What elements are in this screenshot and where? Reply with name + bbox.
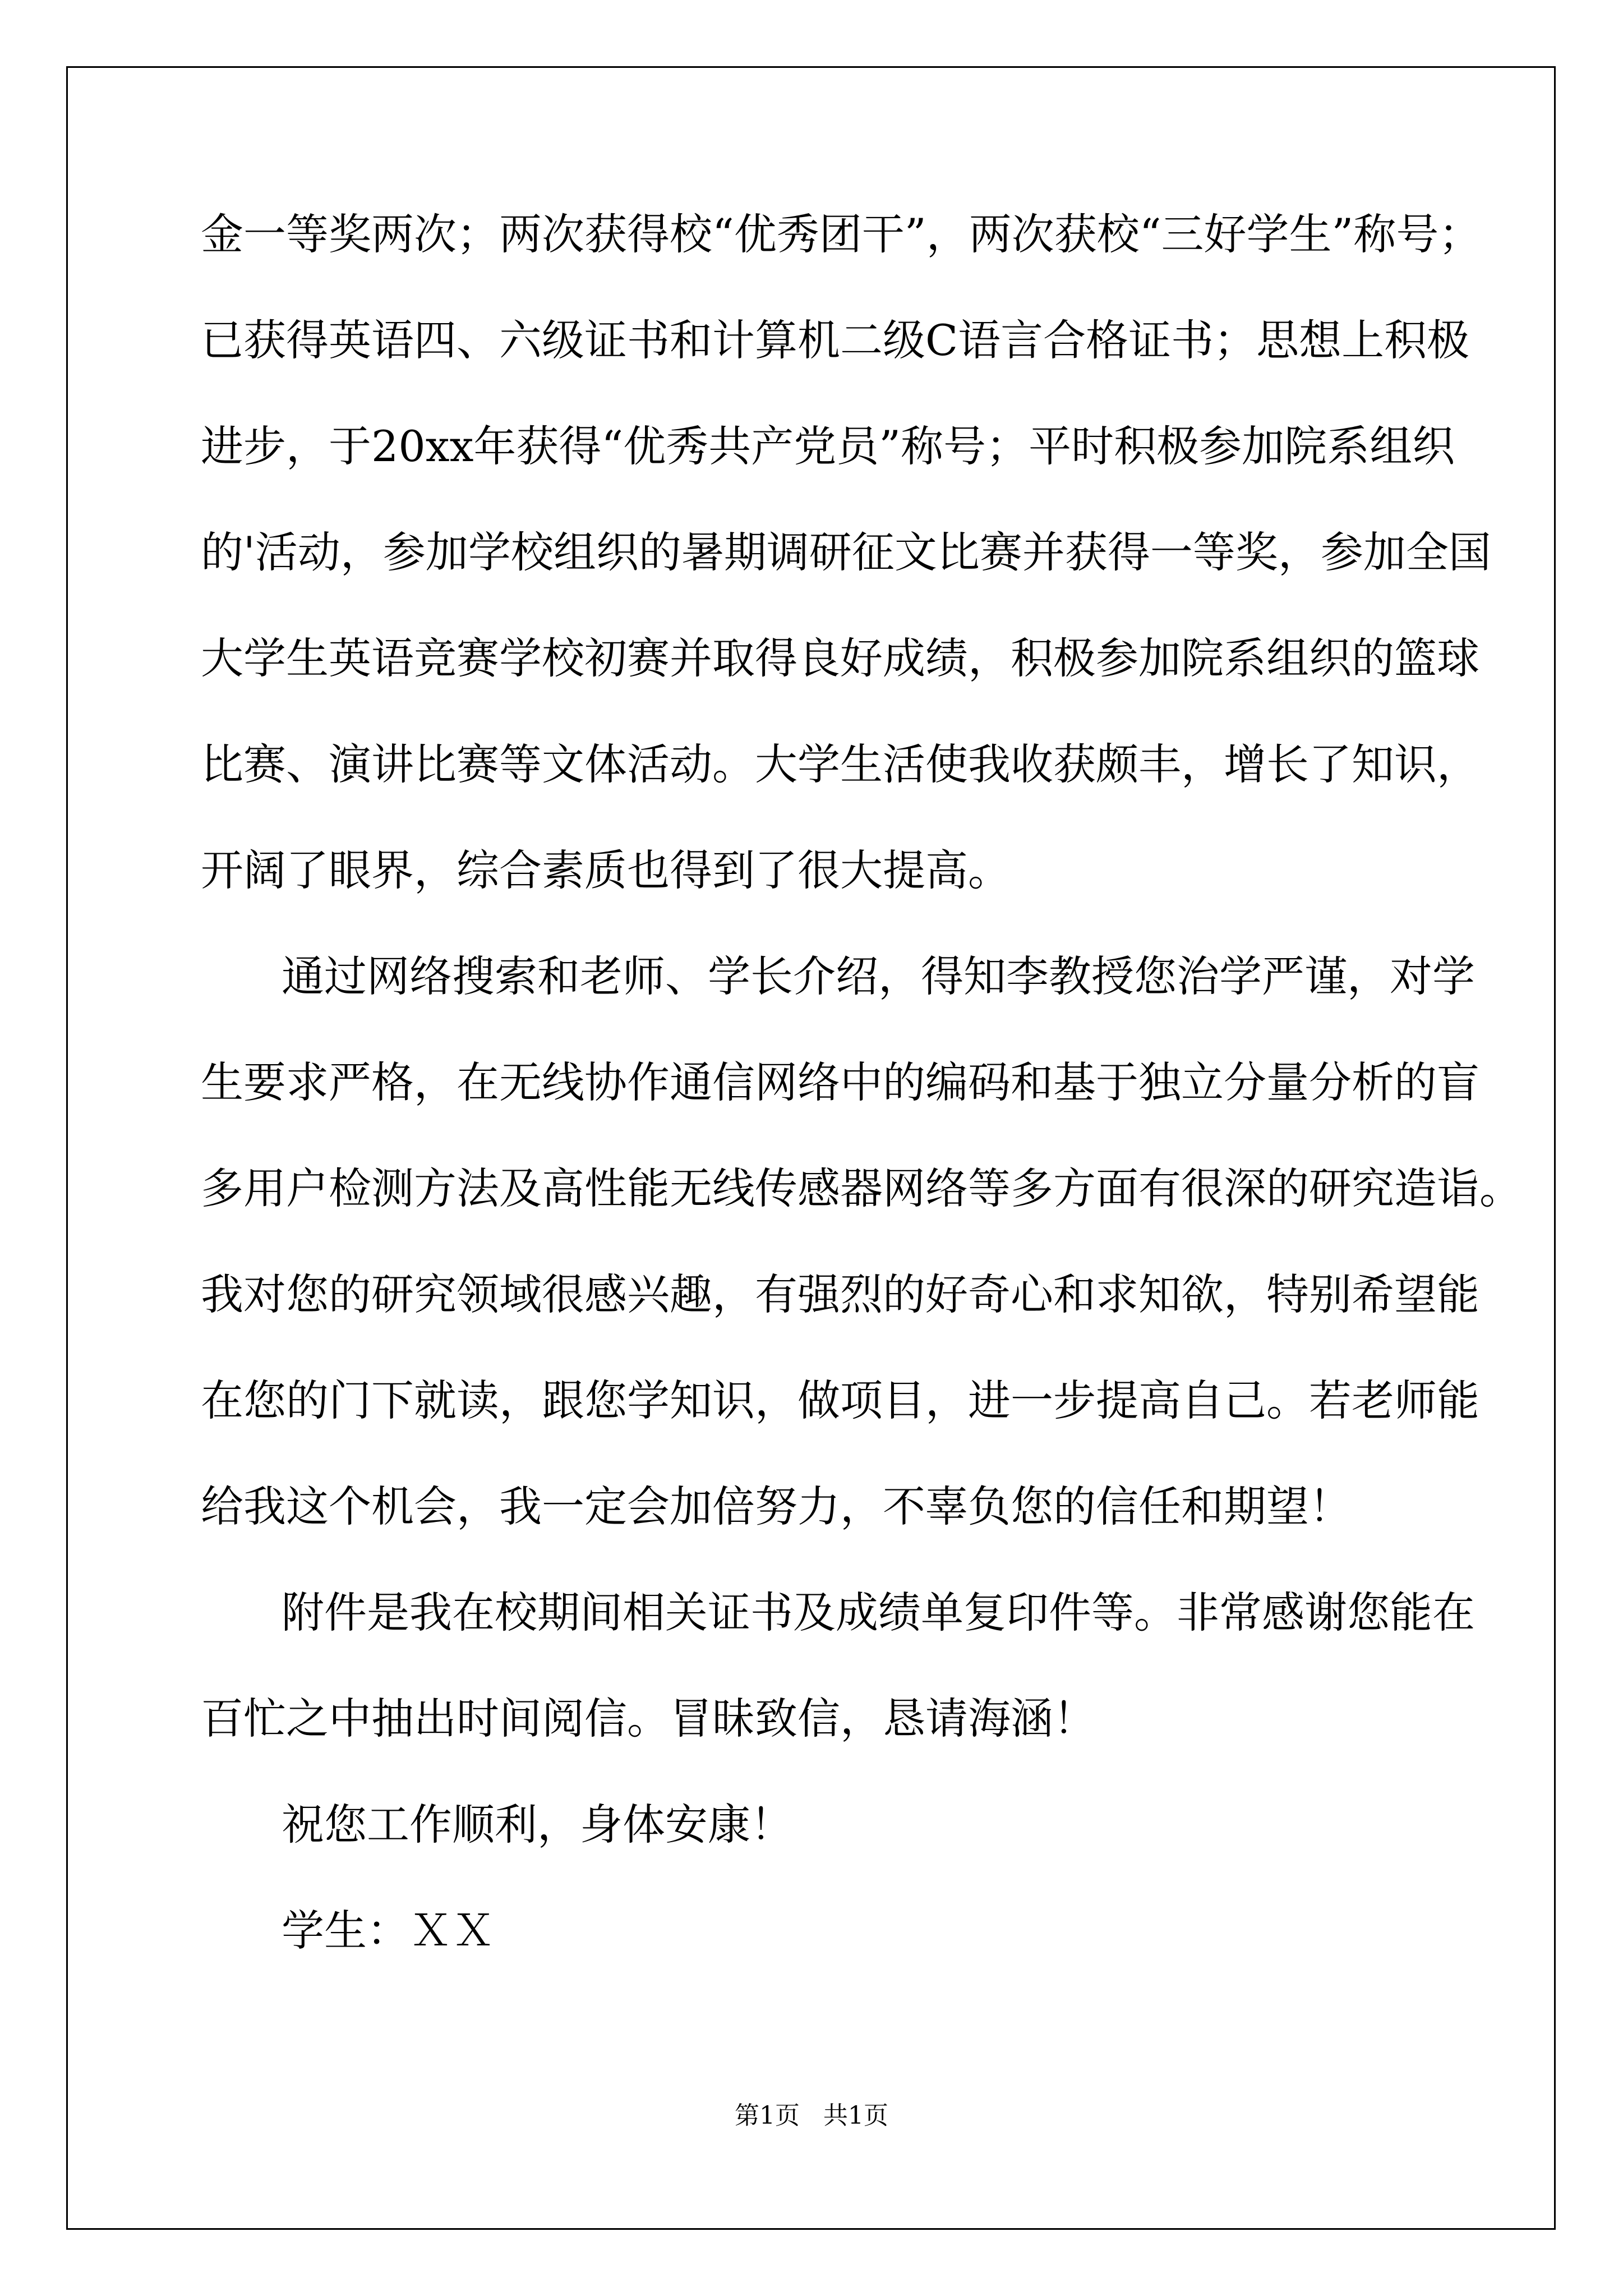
letter-body [201, 209, 1522, 2016]
text-line: 多用户检测方法及高性能无线传感器网络等多方面有很深的研究造诣。 [201, 1163, 1522, 1213]
text-line: 已获得英语四、六级证书和计算机二级C语言合格证书；思想上积极 [201, 315, 1470, 365]
text-line: 开阔了眼界，综合素质也得到了很大提高。 [201, 845, 1011, 895]
text-line: 通过网络搜索和老师、学长介绍，得知李教授您治学严谨，对学 [282, 951, 1475, 1001]
text-line: 我对您的研究领域很感兴趣，有强烈的好奇心和求知欲，特别希望能 [201, 1269, 1479, 1319]
signature: 学生：ＸＸ [282, 1906, 495, 1955]
text-line: 进步，于20xx年获得“优秀共产党员”称号；平时积极参加院系组织 [201, 421, 1455, 471]
page-footer: 第1页 共1页 [735, 2101, 888, 2130]
text-line: 的'活动，参加学校组织的暑期调研征文比赛并获得一等奖，参加全国 [201, 527, 1491, 577]
text-line: 附件是我在校期间相关证书及成绩单复印件等。非常感谢您能在 [282, 1588, 1475, 1637]
text-line: 在您的门下就读，跟您学知识，做项目，进一步提高自己。若老师能 [201, 1375, 1479, 1425]
closing-wish: 祝您工作顺利，身体安康！ [282, 1800, 793, 1849]
text-line: 生要求严格，在无线协作通信网络中的编码和基于独立分量分析的盲 [201, 1057, 1479, 1107]
text-line: 比赛、演讲比赛等文体活动。大学生活使我收获颇丰，增长了知识， [201, 739, 1479, 789]
text-line: 百忙之中抽出时间阅信。冒昧致信，恳请海涵！ [201, 1694, 1096, 1743]
text-line: 给我这个机会，我一定会加倍努力，不辜负您的信任和期望！ [201, 1481, 1352, 1531]
text-line: 金一等奖两次；两次获得校“优秀团干”，两次获校“三好学生”称号； [201, 209, 1482, 259]
text-line: 大学生英语竞赛学校初赛并取得良好成绩，积极参加院系组织的篮球 [201, 633, 1479, 683]
